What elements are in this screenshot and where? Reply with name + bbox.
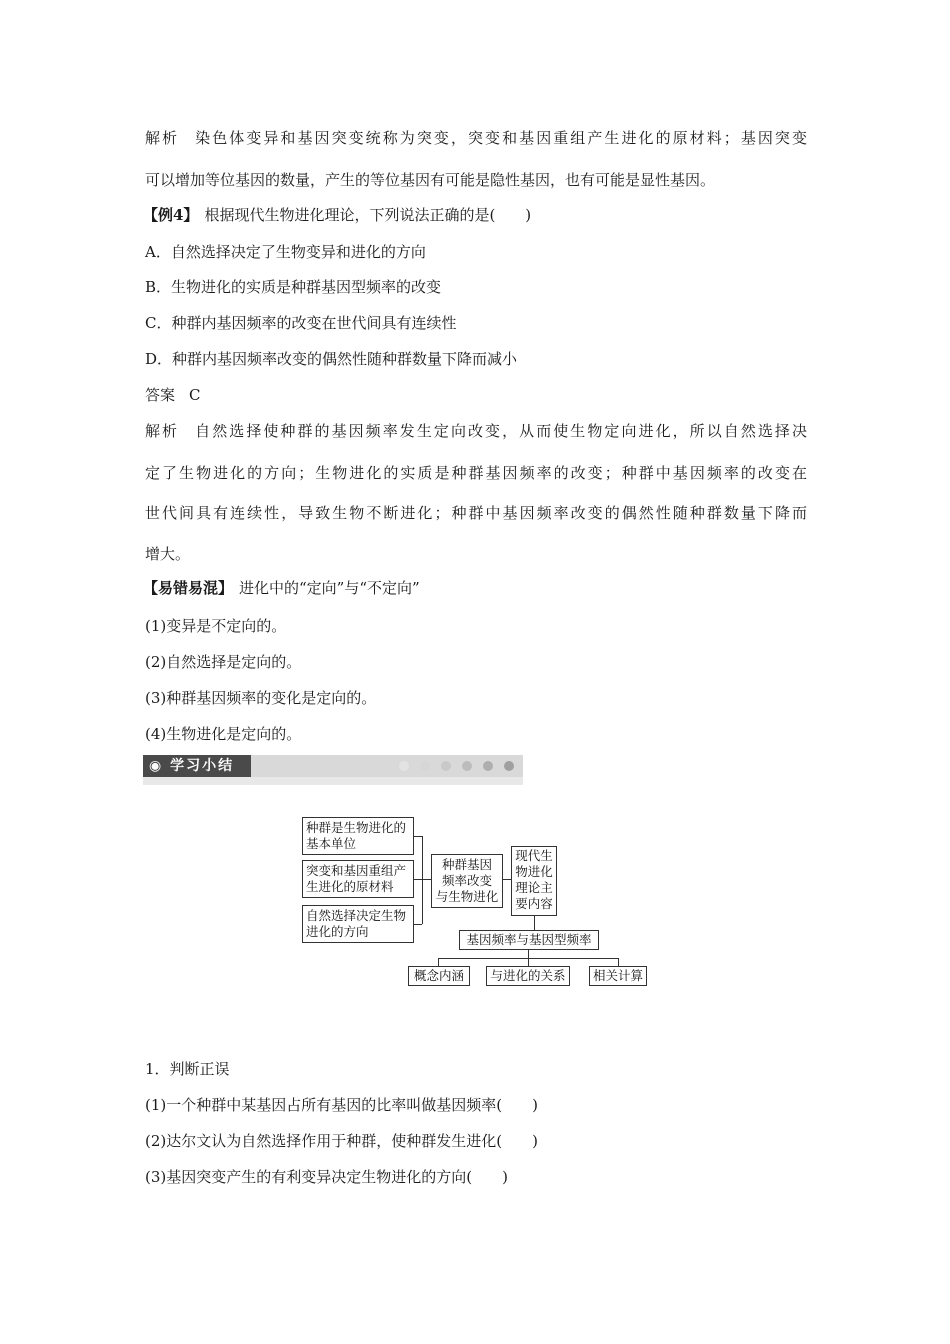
option-a: A．自然选择决定了生物变异和进化的方向: [145, 243, 426, 261]
example-4-analysis-line-1: [145, 421, 807, 441]
example-4-stem: [143, 205, 531, 225]
dot-4: [462, 761, 472, 771]
analysis-label: 解析: [145, 129, 180, 147]
connector: [534, 916, 535, 930]
summary-banner: [143, 755, 523, 785]
practice-title: 1．判断正误: [145, 1060, 230, 1078]
answer-line: [145, 385, 201, 405]
example-4-analysis-line-4: 增大。: [145, 545, 191, 563]
dot-6: [504, 761, 514, 771]
analysis-label-2: 解析: [145, 422, 180, 440]
connector: [414, 924, 422, 925]
confusion-item-2: (2)自然选择是定向的。: [145, 653, 302, 671]
banner-label: 学习小结: [170, 758, 235, 774]
analysis-text: 染色体变异和基因突变统称为突变，突变和基因重组产生进化的原材料；基因突变: [193, 129, 807, 147]
middle-box: [431, 854, 503, 908]
practice-item-2: (2)达尔文认为自然选择作用于种群，使种群发生进化( ): [145, 1132, 538, 1150]
left-box-3-line-2: 进化的方向: [306, 924, 369, 939]
example-4-analysis-line-3: 世代间具有连续性，导致生物不断进化；种群中基因频率改变的偶然性随种群数量下降而: [145, 504, 807, 522]
analysis-text-2: 自然选择使种群的基因频率发生定向改变，从而使生物定向进化，所以自然选择决: [193, 422, 807, 440]
child-box-3: 相关计算: [589, 966, 647, 986]
connector: [414, 879, 422, 880]
example-4-tag: 【例4】: [143, 206, 199, 224]
left-box-2-line-2: 生进化的原材料: [306, 879, 394, 894]
connector: [618, 958, 619, 966]
connector: [438, 958, 439, 966]
option-d: D．种群内基因频率改变的偶然性随种群数量下降而减小: [145, 350, 518, 368]
connector: [422, 836, 423, 924]
left-box-1: [302, 817, 414, 855]
confusion-item-4: (4)生物进化是定向的。: [145, 725, 302, 743]
option-c: C．种群内基因频率的改变在世代间具有连续性: [145, 314, 457, 332]
example-4-question: 根据现代生物进化理论，下列说法正确的是( ): [204, 206, 532, 224]
right-box-line-4: 要内容: [515, 896, 553, 911]
confusion-title: 进化中的“定向”与“不定向”: [239, 579, 420, 597]
practice-item-1: (1)一个种群中某基因占所有基因的比率叫做基因频率( ): [145, 1096, 538, 1114]
right-box-line-3: 理论主: [515, 880, 553, 895]
target-icon: ◉: [149, 758, 164, 774]
left-box-3-line-1: 自然选择决定生物: [306, 908, 407, 923]
dot-2: [420, 761, 430, 771]
confusion-item-1: (1)变异是不定向的。: [145, 617, 287, 635]
connector: [503, 879, 511, 880]
connector: [414, 836, 422, 837]
connector: [528, 958, 529, 966]
left-box-2: [302, 860, 414, 898]
middle-box-line-3: 与生物进化: [435, 889, 499, 904]
left-box-1-line-1: 种群是生物进化的: [306, 820, 407, 835]
bottom-main-box: 基因频率与基因型频率: [459, 930, 599, 950]
practice-item-3: (3)基因突变产生的有利变异决定生物进化的方向( ): [145, 1168, 508, 1186]
analysis-paragraph-1: [145, 128, 807, 148]
dot-5: [483, 761, 493, 771]
left-box-1-line-2: 基本单位: [306, 836, 357, 851]
analysis-paragraph-1-line-2: 可以增加等位基因的数量，产生的等位基因有可能是隐性基因，也有可能是显性基因。: [145, 171, 716, 189]
child-box-2: 与进化的关系: [486, 966, 570, 986]
right-box: [511, 846, 557, 916]
right-box-line-2: 物进化: [515, 864, 553, 879]
answer-label: 答案: [145, 386, 176, 404]
connector: [422, 879, 431, 880]
dot-3: [441, 761, 451, 771]
middle-box-line-1: 种群基因: [441, 857, 492, 872]
connector: [528, 950, 529, 958]
left-box-2-line-1: 突变和基因重组产: [306, 863, 407, 878]
confusion-tag: 【易错易混】: [143, 579, 234, 597]
right-box-line-1: 现代生: [515, 848, 553, 863]
banner-underline: [143, 777, 523, 785]
child-box-1: 概念内涵: [408, 966, 470, 986]
dot-1: [399, 761, 409, 771]
answer-value: C: [189, 386, 201, 404]
middle-box-line-2: 频率改变: [441, 873, 492, 888]
left-box-3: [302, 905, 414, 943]
example-4-analysis-line-2: 定了生物进化的方向；生物进化的实质是种群基因频率的改变；种群中基因频率的改变在: [145, 464, 807, 482]
confusion-heading: [143, 578, 420, 598]
banner-tab: [143, 755, 251, 777]
option-b: B．生物进化的实质是种群基因型频率的改变: [145, 278, 442, 296]
confusion-item-3: (3)种群基因频率的变化是定向的。: [145, 689, 377, 707]
